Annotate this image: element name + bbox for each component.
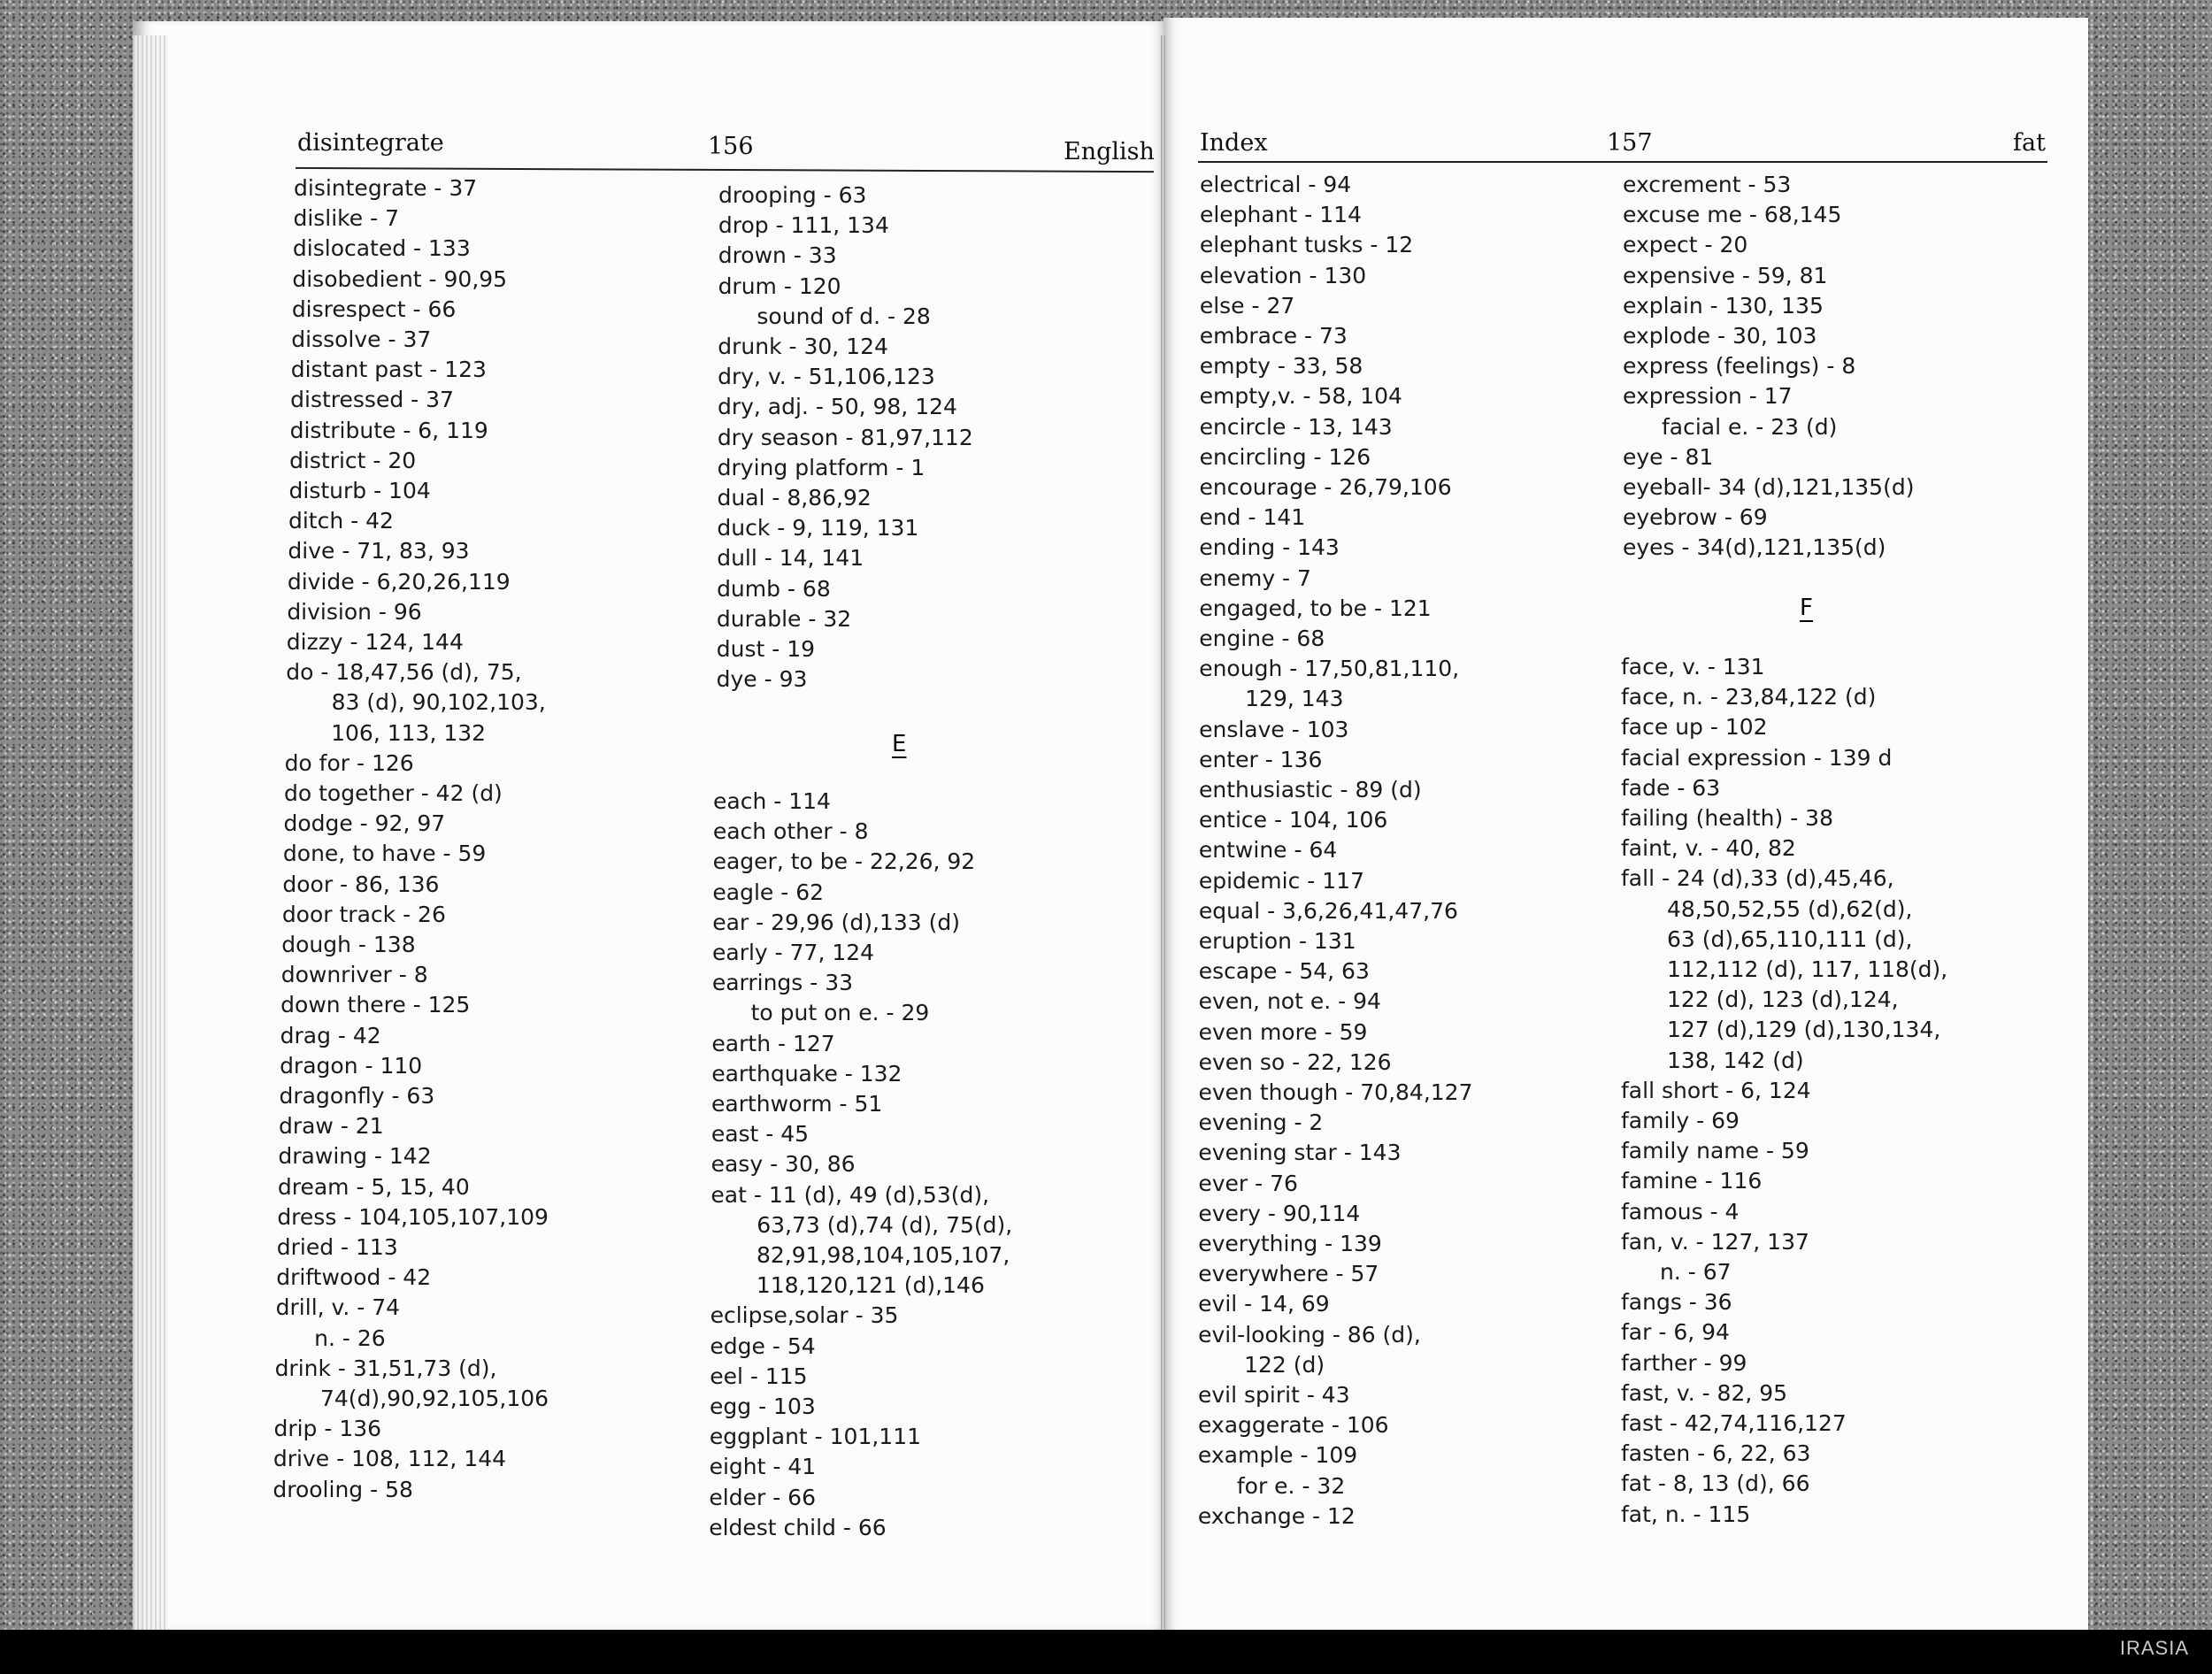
index-entry: eyeball- 34 (d),121,135(d)	[1623, 474, 1915, 500]
index-entry: dry season - 81,97,112	[717, 424, 973, 450]
index-entry: 48,50,52,55 (d),62(d),	[1667, 895, 1913, 922]
index-entry: explode - 30, 103	[1623, 323, 1817, 349]
right-guide-word: Index	[1200, 129, 1268, 157]
index-entry: earrings - 33	[711, 970, 854, 996]
index-entry: eager, to be - 22,26, 92	[712, 849, 976, 875]
index-entry: excrement - 53	[1623, 172, 1792, 197]
index-entry: drag - 42	[280, 1022, 381, 1048]
index-entry: fat - 8, 13 (d), 66	[1621, 1471, 1810, 1497]
index-entry: eye - 81	[1623, 443, 1714, 470]
index-entry: early - 77, 124	[712, 940, 875, 965]
index-entry: enthusiastic - 89 (d)	[1199, 777, 1422, 802]
index-entry: facial expression - 139 d	[1621, 744, 1893, 771]
index-entry: 129, 143	[1245, 686, 1344, 712]
index-entry: door - 86, 136	[282, 871, 440, 897]
index-entry: door track - 26	[281, 901, 446, 927]
index-entry: dodge - 92, 97	[283, 810, 446, 837]
index-entry: encircle - 13, 143	[1199, 413, 1393, 440]
index-entry: dumb - 68	[717, 575, 831, 602]
index-entry: fade - 63	[1621, 774, 1721, 801]
index-entry: do for - 126	[284, 749, 414, 776]
section-letter-e: E	[892, 731, 907, 757]
index-entry: east - 45	[710, 1121, 810, 1148]
index-entry: dislike - 7	[293, 205, 399, 232]
index-entry: fall short - 6, 124	[1621, 1077, 1811, 1103]
index-entry: electrical - 94	[1200, 172, 1352, 197]
index-entry: everywhere - 57	[1198, 1261, 1379, 1287]
index-entry: dried - 113	[276, 1234, 398, 1260]
index-entry: disobedient - 90,95	[292, 265, 508, 292]
index-entry: earth - 127	[711, 1030, 835, 1056]
index-entry: duck - 9, 119, 131	[717, 515, 919, 541]
index-entry: enough - 17,50,81,110,	[1199, 656, 1460, 682]
index-entry: drive - 108, 112, 144	[273, 1446, 507, 1472]
index-entry: every - 90,114	[1198, 1200, 1361, 1226]
index-entry: entice - 104, 106	[1198, 807, 1388, 833]
index-entry: ditch - 42	[288, 508, 394, 534]
index-entry: earthworm - 51	[711, 1091, 883, 1117]
index-entry: even though - 70,84,127	[1198, 1079, 1473, 1105]
index-entry: failing (health) - 38	[1621, 805, 1833, 831]
index-entry: 127 (d),129 (d),130,134,	[1667, 1017, 1941, 1043]
index-entry: explain - 130, 135	[1623, 292, 1824, 319]
index-entry: encircling - 126	[1199, 443, 1371, 470]
index-entry: far - 6, 94	[1621, 1319, 1730, 1346]
index-entry: n. - 67	[1660, 1259, 1732, 1285]
index-entry: face, v. - 131	[1621, 654, 1765, 680]
index-entry: expensive - 59, 81	[1623, 262, 1828, 288]
index-entry: 112,112 (d), 117, 118(d),	[1667, 956, 1948, 982]
index-entry: eel - 115	[710, 1363, 808, 1389]
index-entry: distressed - 37	[290, 387, 454, 413]
index-entry: eldest child - 66	[709, 1514, 887, 1540]
index-entry: even so - 22, 126	[1198, 1048, 1392, 1075]
index-entry: family name - 59	[1621, 1138, 1809, 1164]
index-entry: 82,91,98,104,105,107,	[757, 1242, 1010, 1268]
section-letter-f: F	[1800, 595, 1813, 621]
index-entry: dragonfly - 63	[279, 1083, 435, 1109]
index-entry: disrespect - 66	[291, 296, 457, 322]
index-entry: downriver - 8	[280, 962, 428, 988]
index-entry: empty,v. - 58, 104	[1199, 383, 1402, 410]
index-entry: evil - 14, 69	[1198, 1291, 1330, 1317]
index-entry: distant past - 123	[290, 357, 487, 383]
index-entry: express (feelings) - 8	[1623, 353, 1856, 380]
right-page-number: 157	[1607, 129, 1653, 157]
left-page-number: 156	[708, 133, 754, 160]
index-entry: ending - 143	[1199, 534, 1340, 561]
index-entry: farther - 99	[1621, 1349, 1747, 1376]
index-entry: dragon - 110	[280, 1052, 423, 1079]
index-entry: drooling - 58	[273, 1476, 413, 1502]
index-entry: dry, v. - 51,106,123	[718, 364, 935, 390]
index-entry: encourage - 26,79,106	[1199, 474, 1452, 500]
index-entry: fangs - 36	[1621, 1289, 1732, 1316]
index-entry: excuse me - 68,145	[1623, 202, 1842, 228]
index-entry: 118,120,121 (d),146	[756, 1272, 985, 1299]
index-entry: eclipse,solar - 35	[710, 1302, 899, 1329]
index-entry: fast - 42,74,116,127	[1621, 1410, 1847, 1436]
index-entry: ever - 76	[1198, 1170, 1298, 1196]
index-entry: end - 141	[1199, 504, 1306, 531]
index-entry: family - 69	[1621, 1108, 1740, 1133]
index-entry: drip - 136	[273, 1416, 382, 1442]
index-entry: drawing - 142	[278, 1143, 432, 1170]
bottom-strip	[0, 1630, 2212, 1674]
index-entry: to put on e. - 29	[750, 1000, 930, 1026]
index-entry: eyes - 34(d),121,135(d)	[1623, 534, 1886, 561]
index-entry: fasten - 6, 22, 63	[1621, 1440, 1811, 1467]
page-edges	[133, 35, 168, 1630]
index-entry: sound of d. - 28	[757, 303, 931, 329]
index-entry: do - 18,47,56 (d), 75,	[286, 659, 522, 686]
index-entry: eggplant - 101,111	[709, 1424, 922, 1450]
index-entry: even more - 59	[1198, 1018, 1368, 1045]
index-entry: drum - 120	[718, 273, 841, 299]
index-entry: drooping - 63	[718, 182, 867, 208]
index-entry: ear - 29,96 (d),133 (d)	[712, 909, 960, 935]
watermark: IRASIA	[2119, 1637, 2189, 1659]
index-entry: engaged, to be - 121	[1199, 595, 1432, 621]
index-entry: dress - 104,105,107,109	[277, 1203, 549, 1230]
index-entry: distribute - 6, 119	[289, 417, 488, 443]
index-entry: dull - 14, 141	[717, 545, 864, 572]
index-entry: eight - 41	[709, 1454, 817, 1480]
index-entry: dream - 5, 15, 40	[277, 1173, 470, 1200]
index-entry: dye - 93	[716, 666, 808, 693]
index-entry: done, to have - 59	[282, 841, 487, 867]
index-entry: facial e. - 23 (d)	[1662, 413, 1838, 440]
index-entry: drink - 31,51,73 (d),	[274, 1355, 497, 1381]
index-entry: dive - 71, 83, 93	[288, 538, 470, 564]
index-entry: each - 114	[713, 788, 831, 814]
index-entry: entwine - 64	[1198, 837, 1338, 864]
index-entry: 74(d),90,92,105,106	[320, 1386, 549, 1411]
index-entry: exaggerate - 106	[1197, 1412, 1389, 1439]
index-entry: divide - 6,20,26,119	[287, 568, 511, 595]
index-entry: dust - 19	[716, 636, 816, 662]
index-entry: dizzy - 124, 144	[286, 629, 464, 655]
index-entry: drill, v. - 74	[275, 1294, 401, 1321]
index-entry: elevation - 130	[1199, 262, 1367, 288]
index-entry: durable - 32	[716, 605, 852, 632]
index-entry: embrace - 73	[1199, 323, 1348, 349]
index-entry: elephant - 114	[1199, 202, 1362, 228]
index-entry: elephant tusks - 12	[1199, 232, 1414, 258]
right-last-word: fat	[2013, 129, 2046, 157]
index-entry: even, not e. - 94	[1198, 988, 1381, 1015]
index-entry: equal - 3,6,26,41,47,76	[1198, 897, 1458, 924]
left-guide-word: disintegrate	[297, 129, 444, 157]
book-spine	[1161, 35, 1165, 1630]
index-entry: enter - 136	[1199, 746, 1323, 772]
index-entry: fast, v. - 82, 95	[1621, 1379, 1788, 1406]
index-entry: escape - 54, 63	[1198, 958, 1370, 985]
index-entry: eat - 11 (d), 49 (d),53(d),	[710, 1181, 990, 1208]
index-entry: exchange - 12	[1197, 1502, 1356, 1529]
index-entry: 63,73 (d),74 (d), 75(d),	[757, 1211, 1013, 1238]
left-language-label: English	[1064, 138, 1155, 165]
index-entry: eagle - 62	[712, 879, 825, 905]
index-entry: edge - 54	[710, 1332, 816, 1359]
index-entry: enemy - 7	[1199, 564, 1311, 591]
index-entry: elder - 66	[709, 1484, 816, 1510]
index-entry: 106, 113, 132	[331, 719, 487, 746]
index-entry: evening - 2	[1198, 1110, 1324, 1136]
index-entry: eruption - 131	[1198, 928, 1356, 954]
index-entry: everything - 139	[1198, 1231, 1382, 1256]
index-entry: evil-looking - 86 (d),	[1198, 1321, 1421, 1348]
index-entry: faint, v. - 40, 82	[1621, 835, 1796, 862]
index-entry: engine - 68	[1199, 626, 1325, 651]
index-entry: earthquake - 132	[711, 1060, 902, 1087]
index-entry: dry, adj. - 50, 98, 124	[717, 394, 957, 420]
index-entry: dissolve - 37	[291, 326, 432, 352]
index-entry: famous - 4	[1621, 1198, 1740, 1225]
index-entry: empty - 33, 58	[1199, 353, 1363, 380]
index-entry: each other - 8	[712, 818, 869, 845]
index-entry: evening star - 143	[1198, 1140, 1402, 1166]
index-entry: fall - 24 (d),33 (d),45,46,	[1621, 865, 1894, 892]
index-entry: dough - 138	[281, 932, 416, 957]
index-entry: eyebrow - 69	[1623, 504, 1768, 531]
index-entry: do together - 42 (d)	[284, 780, 503, 806]
right-header-rule	[1198, 161, 2047, 163]
index-entry: easy - 30, 86	[710, 1151, 856, 1178]
index-entry: 83 (d), 90,102,103,	[331, 689, 546, 716]
index-entry: famine - 116	[1621, 1168, 1763, 1194]
index-entry: expression - 17	[1623, 383, 1793, 410]
index-entry: else - 27	[1199, 292, 1295, 319]
index-entry: drown - 33	[718, 242, 837, 269]
index-entry: division - 96	[287, 598, 422, 625]
index-entry: drop - 111, 134	[718, 212, 889, 239]
index-entry: drying platform - 1	[717, 454, 926, 480]
index-entry: for e. - 32	[1236, 1472, 1346, 1499]
index-entry: 63 (d),65,110,111 (d),	[1667, 925, 1913, 952]
index-entry: example - 109	[1197, 1442, 1358, 1469]
index-entry: district - 20	[289, 447, 417, 473]
index-entry: egg - 103	[710, 1394, 816, 1419]
index-entry: drunk - 30, 124	[718, 334, 888, 359]
index-entry: 122 (d), 123 (d),124,	[1667, 987, 1899, 1013]
index-entry: expect - 20	[1623, 232, 1748, 258]
index-entry: face, n. - 23,84,122 (d)	[1621, 684, 1877, 710]
index-entry: disturb - 104	[288, 478, 431, 503]
index-entry: evil spirit - 43	[1198, 1382, 1350, 1408]
index-entry: dual - 8,86,92	[717, 485, 872, 511]
index-entry: 138, 142 (d)	[1667, 1047, 1804, 1073]
index-entry: fat, n. - 115	[1621, 1501, 1751, 1527]
index-entry: down there - 125	[280, 992, 471, 1018]
index-entry: epidemic - 117	[1198, 867, 1364, 894]
index-entry: draw - 21	[278, 1113, 384, 1140]
index-entry: enslave - 103	[1199, 716, 1349, 742]
index-entry: 122 (d)	[1244, 1351, 1325, 1378]
index-entry: fan, v. - 127, 137	[1621, 1228, 1809, 1255]
index-entry: dislocated - 133	[292, 235, 471, 262]
index-entry: face up - 102	[1621, 714, 1768, 741]
index-entry: n. - 26	[314, 1325, 386, 1351]
index-entry: disintegrate - 37	[294, 175, 478, 201]
index-entry: driftwood - 42	[276, 1264, 432, 1291]
